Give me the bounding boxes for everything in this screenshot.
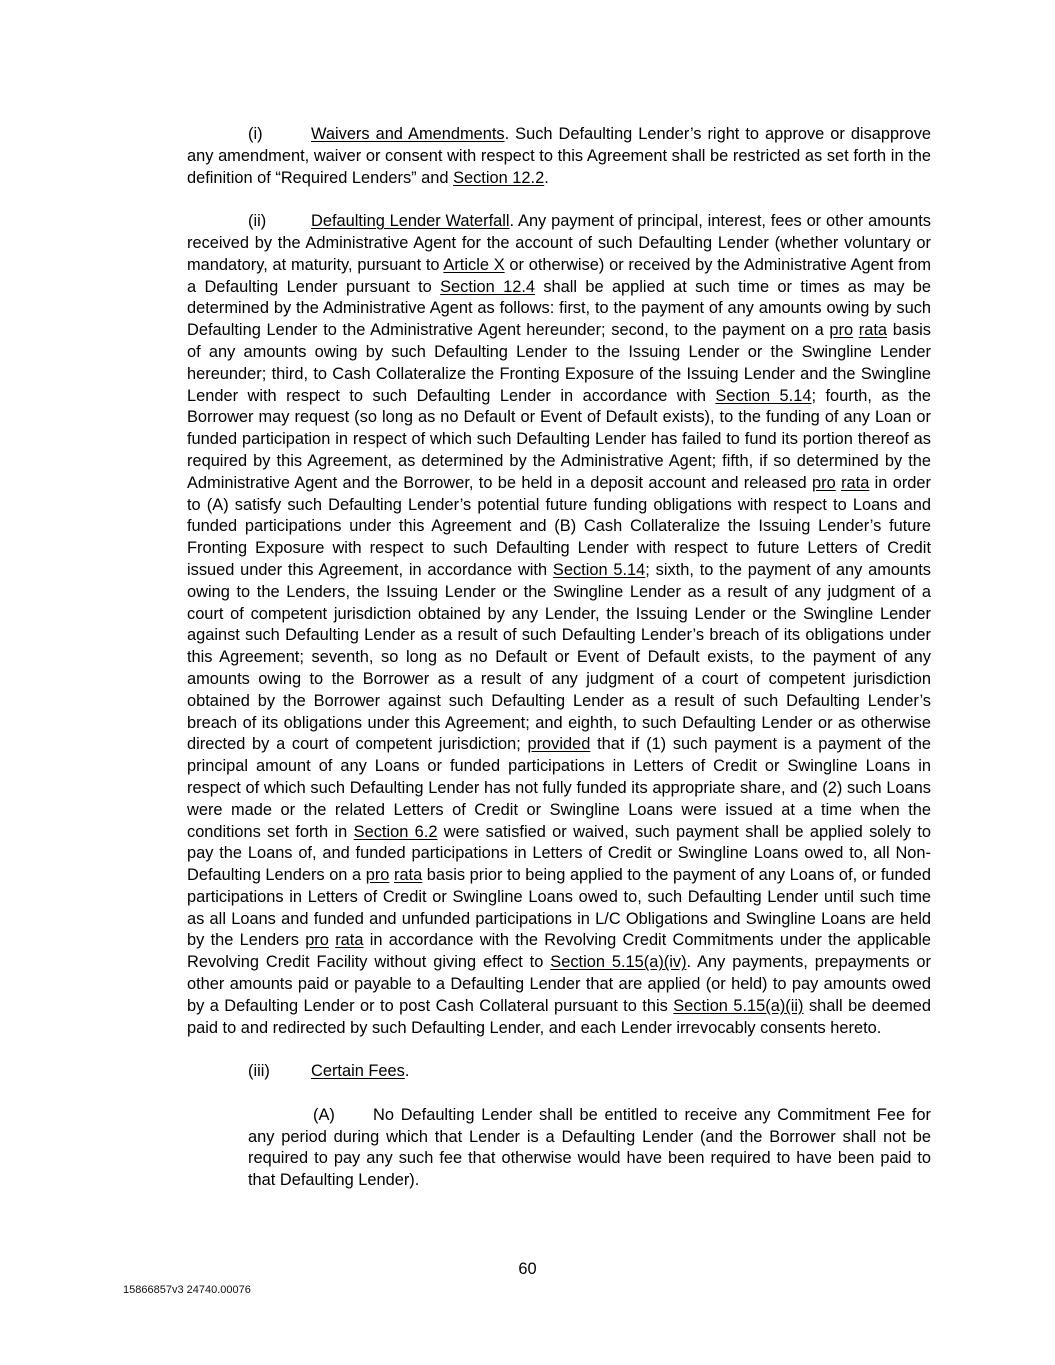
text-run: . (544, 168, 549, 187)
underlined-term: Section 5.14 (552, 560, 646, 579)
text-run: were satisfied or waived, such payment shall be applied solely to pay the Loans of, and funded participations in Letters of Credit or Swingline Loans owed to, all Non-Defaulting Lenders on a (187, 822, 931, 885)
text-run: shall be applied at such time or times as may be determined by the Administrative Agent as follows: first, to the payment of any amounts owing by such Defaulting Lender to the Administrative Agent hereunder; second, to the payment on a (187, 277, 931, 340)
text-run: . Such Defaulting Lender’s right to approve or disapprove any amendment, waiver or consent with respect to this Agreement shall be restricted as set forth in the definition of “Required Lenders” and (187, 125, 931, 187)
text-run: ; fourth, as the Borrower may request (so long as no Default or Event of Default exists), to the funding of any Loan or funded participation in respect of which such Defaulting Lender has failed to fund its portion thereof as required by this Agreement, as determined by the Administrative Agent; fifth, if so determined by the Administrative Agent and the Borrower, to be held in a deposit account and released (187, 386, 931, 492)
text-run: in accordance with the Revolving Credit Commitments under the applicable Revolving Credit Facility without giving effect to (187, 931, 931, 972)
underlined-term: Article X (443, 255, 505, 274)
underlined-term: Section 5.15(a)(ii) (673, 996, 804, 1015)
body-text (187, 124, 931, 1214)
underlined-term: pro (829, 321, 854, 340)
text-run: that if (1) such payment is a payment of the principal amount of any Loans or funded participations in Letters of Credit or Swingline Loans in respect of which such Defaulting Lender has not fully funded its appropriate share, and (2) such Loans were made or the related Letters of Credit or Swingline Loans were issued at a time when the conditions set forth in (187, 735, 931, 841)
clause-heading: Waivers and Amendments (311, 125, 505, 143)
clause-heading: Defaulting Lender Waterfall (311, 212, 510, 231)
clause-label: (i) (248, 125, 263, 143)
clause-iii-text (311, 1062, 409, 1080)
text-run: shall be deemed paid to and redirected by such Defaulting Lender, and each Lender irrevocably consents hereto. (187, 996, 931, 1037)
text-run: basis of any amounts owing by such Defaulting Lender to the Issuing Lender or the Swingline Lender hereunder; third, to Cash Collateralize the Fronting Exposure of the Issuing Lender and the Swingline Lender with respect to such Defaulting Lender in accordance with (187, 321, 931, 405)
underlined-term: rata (335, 931, 364, 950)
text-run: or otherwise) or received by the Administrative Agent from a Defaulting Lender pursuant to (187, 255, 931, 296)
text-run: basis prior to being applied to the payment of any Loans of, or funded participations in Letters of Credit or Swingline Loans owed to, such Defaulting Lender until such time as all Loans and funded and unfunded participations in L/C Obligations and Swingline Loans are held by the Lenders (187, 866, 931, 950)
text-run: in order to (A) satisfy such Defaulting Lender’s potential future funding obligations with respect to Loans and funded participations under this Agreement and (B) Cash Collateralize the Issuing Lender’s future Fronting Exposure with respect to such Defaulting Lender with respect to future Letters of Credit issued under this Agreement, in accordance with (187, 473, 931, 579)
text-run: . Any payments, prepayments or other amounts paid or payable to a Defaulting Lender that are applied (or held) to pay amounts owed by a Defaulting Lender or to post Cash Collateral pursuant to this (187, 953, 931, 1015)
clause-iii (187, 1061, 931, 1083)
underlined-term: Section 5.15(a)(iv) (550, 953, 687, 972)
underlined-term: rata (393, 866, 423, 885)
underlined-term: Section 5.14 (715, 386, 812, 405)
clause-i (187, 124, 931, 189)
clause-label: (ii) (248, 212, 267, 231)
page-number: 60 (518, 1260, 537, 1278)
underlined-term: Section 12.2 (453, 168, 545, 187)
clause-ii-text (187, 212, 931, 1036)
underlined-term: rata (841, 473, 870, 492)
underlined-term: provided (527, 735, 591, 754)
sub-clause-text: No Defaulting Lender shall be entitled to receive any Commitment Fee for any period during which that Lender is a Defaulting Lender (and the Borrower shall not be required to pay any such fee that otherwise would have been required to have been paid to that Defaulting Lender). (248, 1105, 931, 1190)
document-id: 15866857v3 24740.00076 (123, 1284, 251, 1296)
clause-heading: Certain Fees (311, 1062, 405, 1081)
underlined-term: Section 12.4 (440, 277, 535, 296)
clause-label: (iii) (248, 1062, 270, 1081)
text-run: . Any payment of principal, interest, fees or other amounts received by the Administrative Agent for the account of such Defaulting Lender (whether voluntary or mandatory, at maturity, pursuant to (187, 212, 932, 274)
text-run: . (404, 1062, 410, 1081)
underlined-term: Section 6.2 (353, 822, 438, 841)
underlined-term: rata (858, 321, 888, 340)
clause-ii (187, 211, 931, 1039)
underlined-term: pro (305, 931, 329, 950)
text-run: ; sixth, to the payment of any amounts owing to the Lenders, the Issuing Lender or the Swingline Lender as a result of any judgment of a court of competent jurisdiction obtained by any Lender, the Issuing Lender or the Swingline Lender against such Defaulting Lender as a result of such Defaulting Lender’s breach of its obligations under this Agreement; seventh, so long as no Default or Event of Default exists, to the payment of any amounts owing to the Borrower as a result of any judgment of a court of competent jurisdiction obtained by the Borrower against such Defaulting Lender as a result of such Defaulting Lender’s breach of its obligations under this Agreement; and eighth, to such Defaulting Lender or as otherwise directed by a court of competent jurisdiction; (187, 560, 931, 754)
clause-iii-a (248, 1105, 931, 1192)
underlined-term: pro (365, 866, 390, 885)
sub-clause-label: (A) (313, 1105, 335, 1124)
underlined-term: pro (812, 473, 836, 492)
